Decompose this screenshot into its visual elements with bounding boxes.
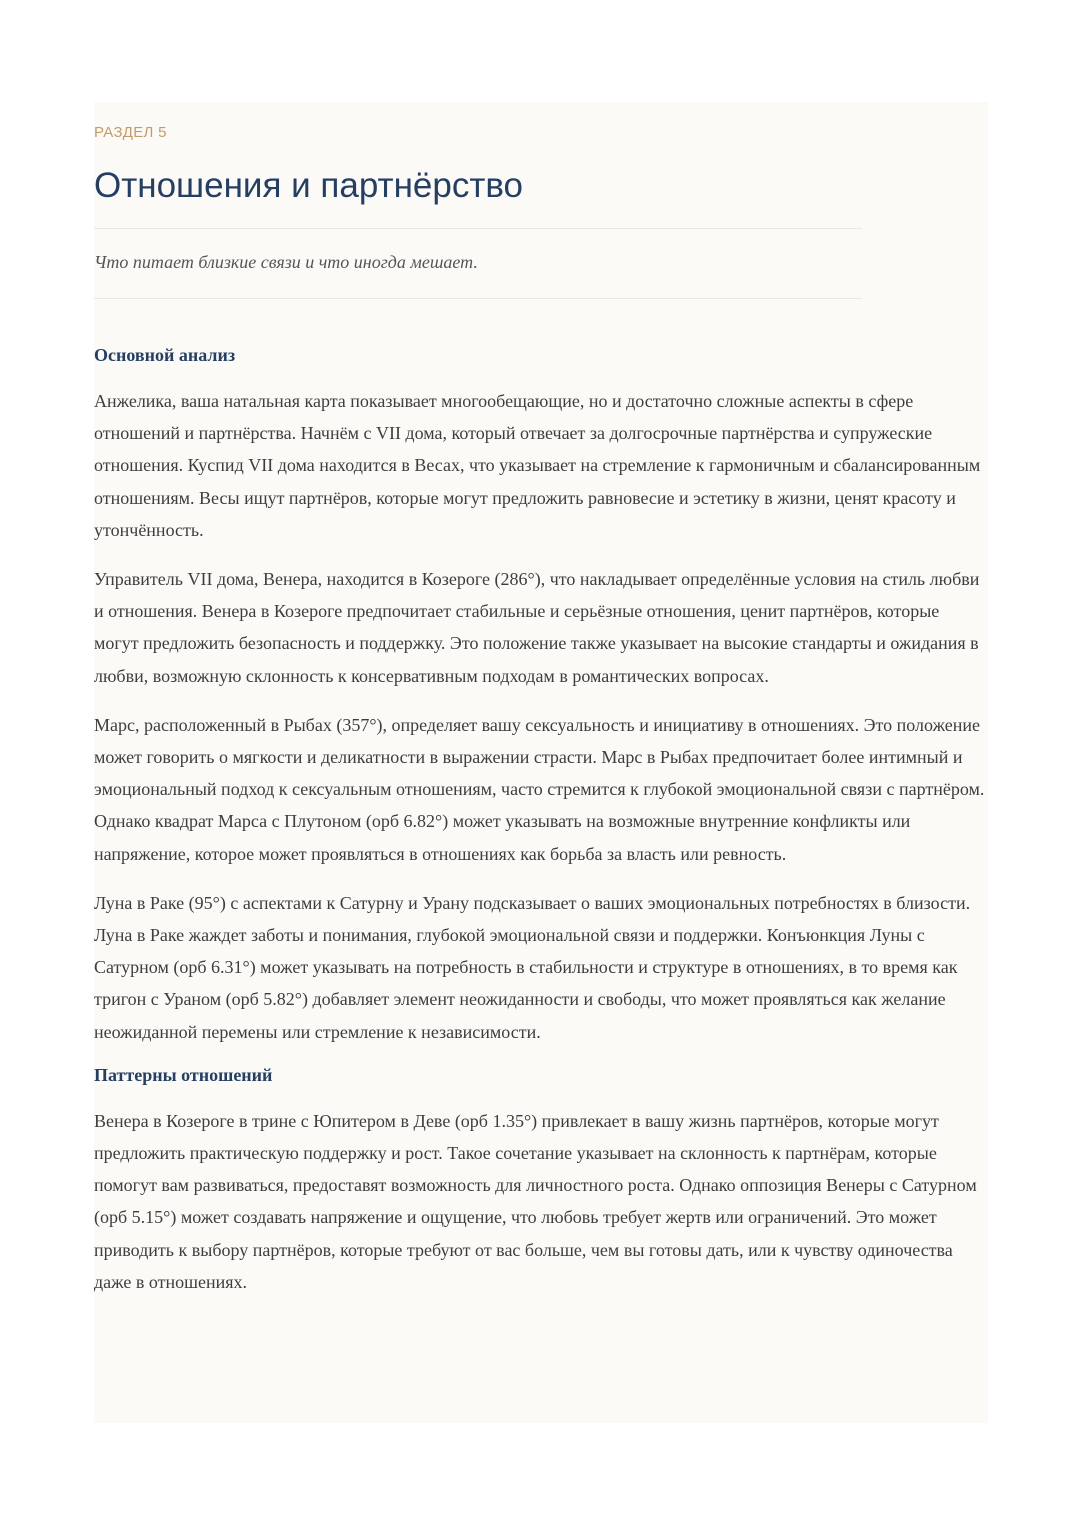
divider-bottom — [94, 298, 862, 299]
divider-top — [94, 228, 862, 229]
heading-relationship-patterns: Паттерны отношений — [94, 1064, 273, 1085]
paragraph: Управитель VII дома, Венера, находится в Козероге (286°), что накладывает определённые условия на стиль любви и отношения. Венера в Козероге предпочитает стабильные и серьёзные отношения, ценит партнёров, которые могут предложить безопасность и поддержку. Это положение также указывает на высокие стандарты и ожидания в любви, возможную склонность к консервативным подходам в романтических вопросах. — [94, 569, 980, 686]
section-subtitle: Что питает близкие связи и что иногда мешает. — [94, 252, 478, 272]
heading-main-analysis: Основной анализ — [94, 345, 236, 365]
paragraph: Анжелика, ваша натальная карта показывает многообещающие, но и достаточно сложные аспекты в сфере отношений и партнёрства. Начнём с VII дома, который отвечает за долгосрочные партнёрства и супружеские отношения. Куспид VII дома находится в Весах, что указывает на стремление к гармоничным и сбалансированным отношениям. Весы ищут партнёров, которые могут предложить равновесие и эстетику в жизни, ценят красоту и утончённость. — [94, 391, 981, 540]
section-content — [94, 341, 988, 1315]
paragraph: Луна в Раке (95°) с аспектами к Сатурну и Урану подсказывает о ваших эмоциональных потребностях в близости. Луна в Раке жаждет заботы и понимания, глубокой эмоциональной связи и поддержки. Конъюнкция Луны с Сатурном (орб 6.31°) может указывать на потребность в стабильности и структуре в отношениях, в то время как тригон с Ураном (орб 5.82°) добавляет элемент неожиданности и свободы, что может проявляться как желание неожиданной перемены или стремление к независимости. — [94, 892, 971, 1042]
paragraph: Венера в Козероге в трине с Юпитером в Деве (орб 1.35°) привлекает в вашу жизнь партнёров, которые могут предложить практическую поддержку и рост. Такое сочетание указывает на склонность к партнёрам, которые помогут вам развиваться, предоставят возможность для личностного роста. Однако оппозиция Венеры с Сатурном (орб 5.15°) может создавать напряжение и ощущение, что любовь требует жертв или ограничений. Это может приводить к выбору партнёров, которые требуют от вас больше, чем вы готовы дать, или к чувству одиночества даже в отношениях. — [94, 1110, 977, 1292]
section-panel — [94, 102, 988, 1423]
page-title: Отношения и партнёрство — [94, 166, 524, 205]
section-label: РАЗДЕЛ 5 — [94, 124, 167, 141]
paragraph: Марс, расположенный в Рыбах (357°), определяет вашу сексуальность и инициативу в отношениях. Это положение может говорить о мягкости и деликатности в выражении страсти. Марс в Рыбах предпочитает более интимный и эмоциональный подход к сексуальным отношениям, часто стремится к глубокой эмоциональной связи с партнёром. Однако квадрат Марса с Плутоном (орб 6.82°) может указывать на возможные внутренние конфликты или напряжение, которое может проявляться в отношениях как борьба за власть или ревность. — [94, 714, 985, 864]
